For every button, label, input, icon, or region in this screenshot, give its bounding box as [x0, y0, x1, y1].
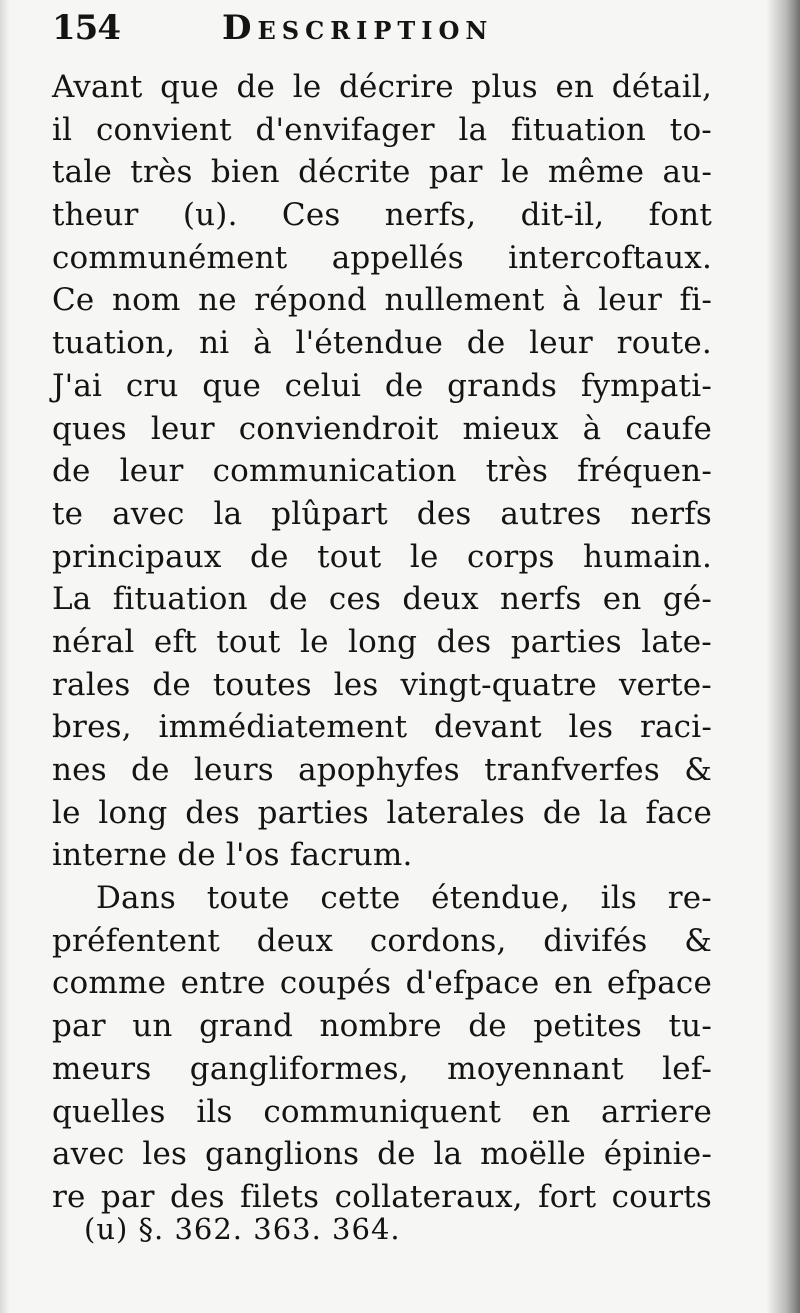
text-line: avec les ganglions de la moëlle épinie- — [52, 1136, 712, 1173]
text-line: tale très bien décrite par le même au- — [52, 154, 712, 191]
text-line: La fituation de ces deux nerfs en gé- — [52, 581, 712, 618]
text-line: principaux de tout le corps humain. — [52, 538, 712, 575]
text-line: rales de toutes les vingt-quatre verte- — [52, 666, 712, 703]
body-text — [52, 66, 712, 1219]
text-line: communément appellés intercoftaux. — [52, 239, 712, 276]
footnote: (u) §. 362. 363. 364. — [84, 1212, 401, 1246]
text-line: theur (u). Ces nerfs, dit-il, font — [52, 197, 712, 234]
running-title: Description — [222, 8, 494, 48]
page-number: 154 — [52, 8, 120, 48]
text-line: comme entre coupés d'efpace en efpace — [52, 965, 712, 1002]
text-line: re par des filets collateraux, fort courts — [52, 1178, 712, 1215]
text-line: Avant que de le décrire plus en détail, — [52, 69, 712, 105]
text-line: interne de l'os facrum. — [52, 837, 413, 874]
running-head — [52, 8, 672, 60]
text-line: Ce nom ne répond nullement à leur fi- — [52, 282, 712, 319]
text-line: le long des parties laterales de la face — [52, 794, 712, 831]
text-line: bres, immédiatement devant les raci- — [52, 709, 712, 746]
page-left-edge-shadow — [0, 0, 10, 1313]
text-line: néral eft tout le long des parties late- — [52, 623, 712, 660]
text-line: J'ai cru que celui de grands fympati- — [52, 367, 712, 404]
text-line: tuation, ni à l'étendue de leur route. — [52, 325, 712, 362]
text-line: de leur communication très fréquen- — [52, 453, 712, 490]
text-line: nes de leurs apophyfes tranfverfes & — [52, 752, 712, 788]
text-line: meurs gangliformes, moyennant lef- — [52, 1050, 712, 1087]
text-line: te avec la plûpart des autres nerfs — [52, 495, 712, 532]
text-line: par un grand nombre de petites tu- — [52, 1008, 712, 1045]
text-line: Dans toute cette étendue, ils re- — [96, 880, 712, 917]
text-line: préfentent deux cordons, divifés & — [52, 922, 712, 959]
text-line: il convient d'envifager la fituation to- — [52, 111, 712, 148]
text-line: ques leur conviendroit mieux à caufe — [52, 410, 712, 447]
text-line: quelles ils communiquent en arriere — [52, 1093, 712, 1130]
gutter-shadow — [766, 0, 800, 1313]
